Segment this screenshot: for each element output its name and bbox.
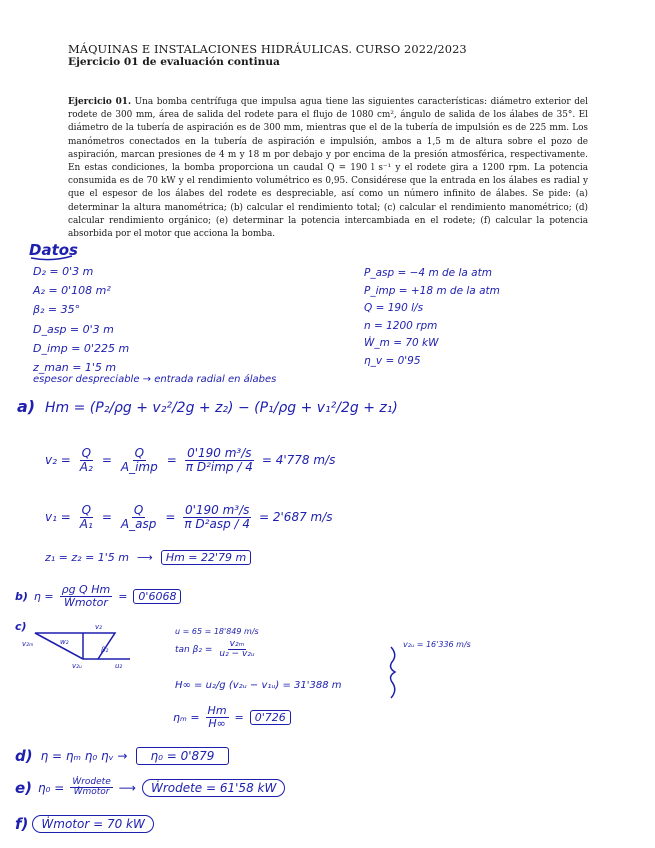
dato-pimp: P_imp = +18 m de la atm	[364, 284, 500, 297]
eta-product: η = ηₘ η₀ ηᵥ →	[40, 749, 128, 763]
eta-o-frac	[70, 778, 112, 798]
v2-n3: 0'190 m³/s	[187, 445, 252, 460]
v2-result: = 4'778 m/s	[261, 453, 336, 467]
dato-beta2: β₂ = 35°	[33, 303, 81, 317]
eta-total-den: Ẇmotor	[63, 595, 108, 609]
part-b-label: b)	[15, 589, 28, 603]
v2u-result: v₂ᵤ = 16'336 m/s	[403, 640, 471, 649]
tri-v2: v₂	[95, 623, 102, 631]
part-f-label: f)	[15, 815, 29, 833]
part-c-label: c)	[15, 620, 27, 633]
eq-hinf: H∞ = u₂/g (v₂ᵤ − v₁ᵤ) = 31'388 m	[175, 680, 342, 691]
tri-v2u: v₂ᵤ	[72, 662, 82, 670]
v1-result: = 2'687 m/s	[259, 510, 333, 524]
dato-q: Q = 190 l/s	[364, 302, 424, 314]
eq-eta-total: b) η = ρg Q Hm Ẇmotor = 0'6068	[15, 584, 181, 608]
eta-m-num: Hm	[207, 704, 227, 717]
eq-w-rodete	[15, 778, 285, 798]
v2-d2: A_imp	[120, 459, 158, 474]
arrow-icon: ⟶	[137, 551, 153, 564]
tri-v2m: v₂ₘ	[22, 640, 34, 648]
eq-u: u = 65 = 18'849 m/s	[175, 627, 259, 636]
part-a-label: a)	[17, 397, 36, 416]
v2-frac2	[119, 447, 160, 473]
eta-m-den: H∞	[208, 716, 226, 730]
v1-d3: π D²asp / 4	[184, 516, 250, 531]
eta-o-num: Ẇrodete	[72, 777, 111, 787]
dato-pasp: P_asp = −4 m de la atm	[364, 267, 492, 279]
dato-dimp: D_imp = 0'225 m	[33, 341, 130, 355]
v1-frac2	[119, 504, 158, 530]
w-motor-result: Ẇmotor = 70 kW	[32, 815, 153, 833]
tri-w2: w₂	[60, 638, 69, 646]
eq-eta-organic	[15, 747, 229, 765]
eq-w-motor	[15, 815, 154, 833]
v1-n2: Q	[133, 502, 144, 517]
document-subtitle: Ejercicio 01 de evaluación continua	[68, 56, 280, 68]
arrow-icon: ⟶	[118, 780, 136, 795]
v1-frac3	[182, 504, 252, 530]
dato-wm: Ẇ_m = 70 kW	[364, 337, 439, 349]
w-rodete-result: Ẇrodete = 61'58 kW	[142, 779, 285, 797]
datos-left	[33, 262, 129, 377]
dato-dasp: D_asp = 0'3 m	[33, 322, 114, 336]
v1-n3: 0'190 m³/s	[184, 502, 250, 517]
dato-zman: z_man = 1'5 m	[33, 361, 117, 375]
eta-total-lhs: η =	[33, 589, 54, 603]
datos-note: espesor despreciable → entrada radial en álabes	[33, 374, 277, 385]
part-d-label: d)	[15, 747, 33, 765]
document-title: MÁQUINAS E INSTALACIONES HIDRÁULICAS. CURSO 2022/2023	[68, 42, 467, 56]
statement-label: Ejercicio 01.	[68, 97, 132, 107]
tri-u2: u₂	[115, 662, 123, 670]
v2-frac3	[184, 447, 255, 473]
dato-a2: A₂ = 0'108 m²	[33, 284, 111, 298]
v1-frac1	[78, 504, 95, 530]
tan-den: u₂ − v₂ᵤ	[219, 649, 255, 660]
eta-m-frac	[206, 705, 229, 729]
eq-v1: v₁ = $\frac{Q}{\text{A₁}}$ = Q A_asp = 0'190 m³/s π D²asp / 4 = 2'687 m/s	[45, 502, 333, 531]
v2-d1: A₂	[79, 459, 93, 474]
eta-o-lhs: η₀ =	[38, 780, 65, 795]
hm-result: Hm = 22'79 m	[161, 550, 251, 565]
tan-num: v₂ₘ	[229, 639, 245, 649]
eta-o-den: Ẇmotor	[73, 787, 110, 798]
eq-z	[45, 550, 251, 565]
eta-m-lhs: ηₘ =	[173, 710, 200, 724]
v2-d3: π D²imp / 4	[185, 459, 253, 474]
tan-frac	[217, 640, 256, 660]
v1-n1: Q	[81, 502, 92, 517]
statement-text: Una bomba centrífuga que impulsa agua tiene las siguientes características: diámetro exterior del rodete de 300 mm, área de salida del rodete para el flujo de 1080 cm², ángulo de salida de los álabes de 35°. El diámetro de la tubería de aspiración es de 300 mm, mientras que el de la tubería de impulsión es de 225 mm. Los manómetros conectados en la tubería de aspiración e impulsión, ambos a 1,5 m de altura sobre el pozo de aspiración, marcan presiones de 4 m y 18 m por debajo y por encima de la presión atmosférica, respectivamente. En estas condiciones, la bomba proporciona un caudal Q = 190 l s⁻¹ y el rodete gira a 1200 rpm. La potencia consumida es de 70 kW y el rendimiento volumétrico es 0,95. Considérese que la entrada en los álabes es radial y que el espesor de los álabes del rodete es despreciable, así como un número infinito de álabes. Se pide: (a) determinar la altura manométrica; (b) calcular el rendimiento total; (c) calcular el rendimiento manométrico; (d) calcular rendimiento orgánico; (e) determinar la potencia intercambiada en el rodete; (f) calcular la potencia absorbida por el motor que acciona la bomba.	[68, 97, 588, 240]
eta-m-result: 0'726	[250, 710, 291, 725]
eta-organic-result: η₀ = 0'879	[136, 747, 230, 765]
tan-lhs: tan β₂ =	[175, 644, 213, 655]
v1-d1: A₁	[79, 516, 93, 531]
v2-n2: Q	[134, 445, 145, 460]
eta-total-num: ρg Q Hm	[61, 583, 111, 596]
eq-hm: Hm = (P₂/ρg + v₂²/2g + z₂) − (P₁/ρg + v₁²/2g + z₁)	[45, 400, 398, 416]
part-e-label: e)	[15, 778, 33, 797]
v2-lhs: v₂ =	[45, 453, 71, 467]
eq-v2: v₂ = $\frac{Q}{\text{A₂}}$ = Q A_imp = 0'190 m³/s π D²imp / 4 = 4'778 m/s	[45, 445, 336, 474]
datos-right	[364, 265, 500, 370]
dato-n: n = 1200 rpm	[364, 319, 438, 332]
v2-frac1	[78, 447, 95, 473]
datos-title: Datos	[29, 241, 78, 259]
eta-total-result: 0'6068	[133, 589, 181, 604]
eq-tan	[175, 640, 257, 660]
v1-lhs: v₁ =	[45, 510, 71, 524]
eq-eta-m: ηₘ = $\frac{Hm}{H\infty}$ = 0'726	[173, 705, 291, 729]
dato-d2: D₂ = 0'3 m	[33, 265, 94, 278]
tri-beta2: β₂	[101, 646, 109, 654]
z-eq: z₁ = z₂ = 1'5 m	[45, 551, 130, 564]
v2-n1: Q	[81, 445, 92, 460]
v1-d2: A_asp	[120, 516, 157, 531]
eta-total-frac	[60, 584, 113, 608]
dato-etav: η_v = 0'95	[364, 354, 421, 367]
